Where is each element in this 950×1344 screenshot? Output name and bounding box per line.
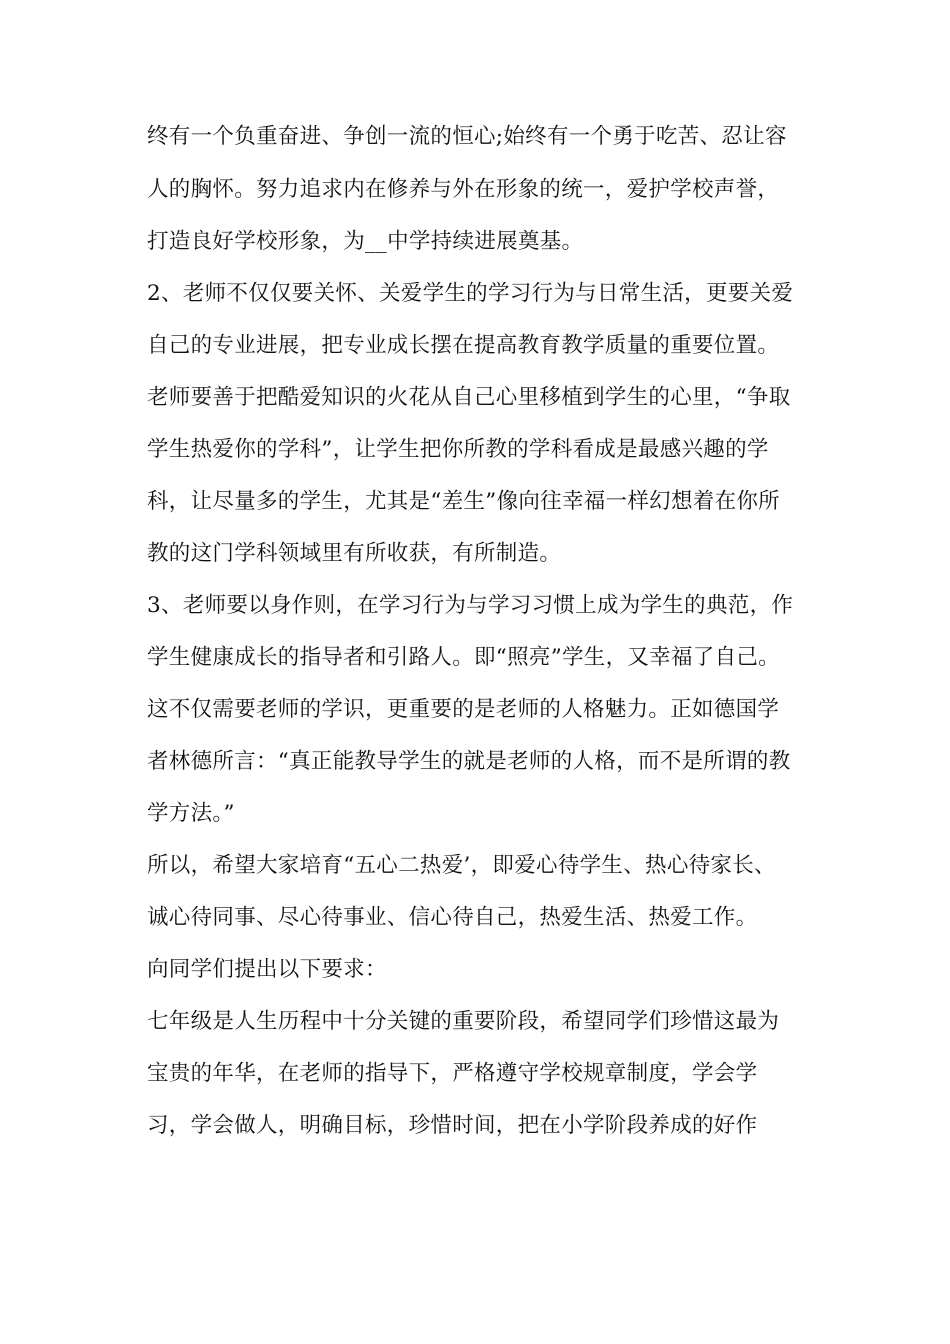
text-line: 所以，希望大家培育“五心二热爱’，即爱心待学生、热心待家长、: [147, 853, 776, 878]
text-line: 终有一个负重奋进、争创一流的恒心;始终有一个勇于吃苦、忍让容: [147, 124, 787, 149]
text-line: 老师要善于把酷爱知识的火花从自己心里移植到学生的心里，“争取: [147, 385, 791, 410]
text-line: 学方法。”: [147, 801, 235, 826]
text-line: 2、老师不仅仅要关怀、关爱学生的学习行为与日常生活，更要关爱: [147, 281, 794, 306]
text-line: 学生健康成长的指导者和引路人。即“照亮”学生，又幸福了自己。: [147, 645, 780, 670]
text-line: 这不仅需要老师的学识，更重要的是老师的人格魅力。正如德国学: [147, 697, 780, 722]
text-line: 向同学们提出以下要求：: [147, 957, 387, 982]
text-line: 科，让尽量多的学生，尤其是“差生”像向往幸福一样幻想着在你所: [147, 489, 780, 514]
text-line: 教的这门学科领域里有所收获，有所制造。: [147, 541, 562, 566]
text-line: 七年级是人生历程中十分关键的重要阶段，希望同学们珍惜这最为: [147, 1009, 780, 1034]
text-line: 自己的专业进展，把专业成长摆在提高教育教学质量的重要位置。: [147, 333, 780, 358]
text-line: 打造良好学校形象，为__中学持续进展奠基。: [147, 229, 584, 254]
text-line: 人的胸怀。努力追求内在修养与外在形象的统一，爱护学校声誉，: [147, 177, 780, 202]
text-line: 3、老师要以身作则，在学习行为与学习习惯上成为学生的典范，作: [147, 593, 794, 618]
text-line: 者林德所言：“真正能教导学生的就是老师的人格，而不是所谓的教: [147, 749, 791, 774]
text-line: 学生热爱你的学科”，让学生把你所教的学科看成是最感兴趣的学: [147, 437, 769, 462]
text-line: 宝贵的年华，在老师的指导下，严格遵守学校规章制度，学会学: [147, 1061, 758, 1086]
text-line: 诚心待同事、尽心待事业、信心待自己，热爱生活、热爱工作。: [147, 905, 758, 930]
text-line: 习，学会做人，明确目标，珍惜时间，把在小学阶段养成的好作: [147, 1113, 758, 1138]
